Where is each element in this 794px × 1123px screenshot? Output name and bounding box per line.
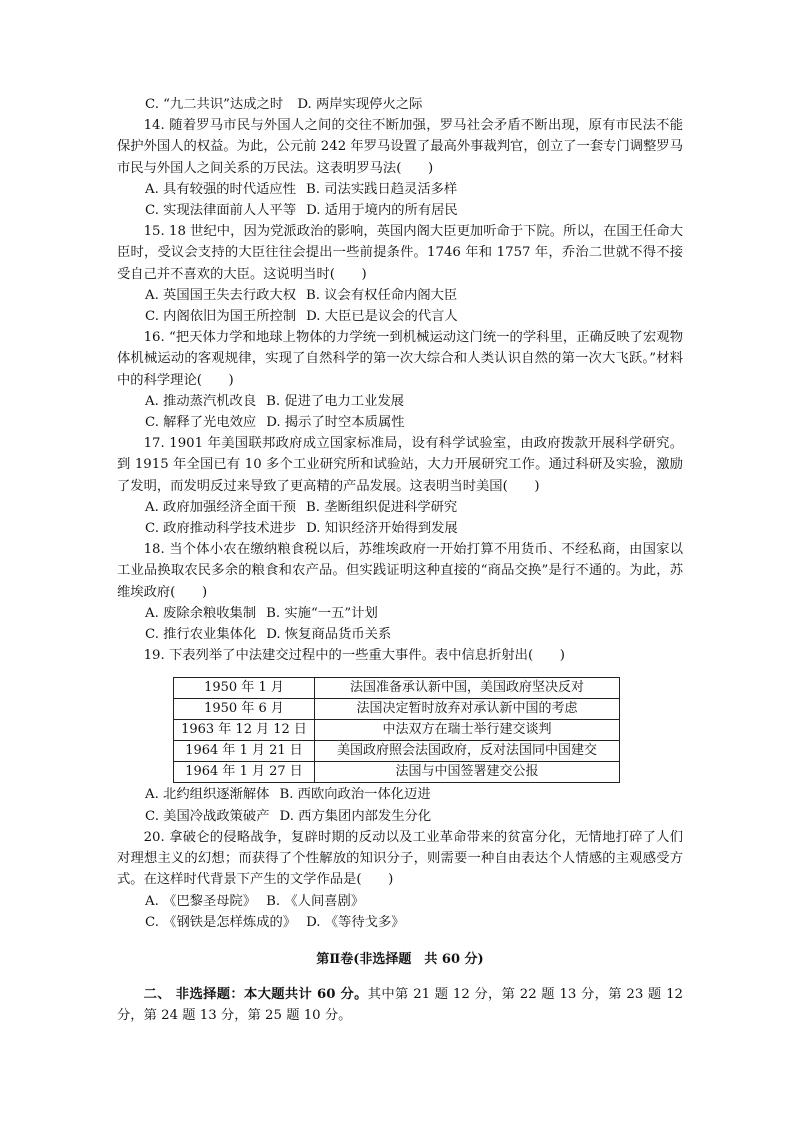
option-b: B. 司法实践日趋灵活多样 <box>306 181 458 197</box>
table-cell-event: 法国决定暂时放弃对承认新中国的考虑 <box>315 699 620 720</box>
events-table <box>173 677 620 783</box>
table-row <box>174 678 620 699</box>
option-a: A. 英国国王失去行政大权 <box>145 287 297 303</box>
table-cell-date: 1964 年 1 月 27 日 <box>174 762 315 783</box>
question-16 <box>117 327 683 433</box>
table-cell-event: 法国与中国签署建交公报 <box>315 762 620 783</box>
option-row <box>117 179 683 200</box>
option-d: D. 《等待戈多》 <box>306 914 405 930</box>
exam-page <box>117 94 683 1027</box>
option-a: A. 《巴黎圣母院》 <box>145 893 257 909</box>
question-20 <box>117 827 683 933</box>
table-row <box>174 741 620 762</box>
option-a: A. 政府加强经济全面干预 <box>145 499 297 515</box>
question-stem: 18. 当个体小农在缴纳粮食税以后，苏维埃政府一开始打算不用货币、不经私商，由国家以工业品换取农民多余的粮食和农产品。但实践证明这种直接的“商品交换”是行不通的。为此，苏维埃政府( ) <box>117 542 683 600</box>
question-stem: 16. “把天体力学和地球上物体的力学统一到机械运动这门统一的学科里，正确反映了宏观物体机械运动的客观规律，实现了自然科学的第一次大综合和人类认识自然的第一次大飞跃。”材料中的科学理论( ) <box>117 330 683 388</box>
option-a: A. 具有较强的时代适应性 <box>145 181 297 197</box>
table-cell-date: 1963 年 12 月 12 日 <box>174 720 315 741</box>
option-d: D. 西方集团内部发生分化 <box>279 808 432 824</box>
option-c: C. 推行农业集体化 <box>145 627 257 643</box>
option-a: A. 推动蒸汽机改良 <box>145 393 257 409</box>
option-row <box>117 806 683 827</box>
table-cell-date: 1950 年 1 月 <box>174 678 315 699</box>
question-stem: 19. 下表列举了中法建交过程中的一些重大事件。表中信息折射出( ) <box>143 648 565 664</box>
option-b: B. 垄断组织促进科学研究 <box>306 499 458 515</box>
table-row <box>174 762 620 783</box>
option-row <box>117 497 683 518</box>
option-row <box>117 412 683 433</box>
section-2-intro-bold: 二、 非选择题：本大题共计 60 分。 <box>143 987 368 1003</box>
section-2-intro-rest: 其中第 21 题 12 分，第 22 题 13 分，第 23 题 12 分，第 24 题 13 分，第 25 题 10 分。 <box>117 987 683 1024</box>
question-14 <box>117 115 683 221</box>
q13-option-c: C. “九二共识”达成之时 <box>145 97 284 112</box>
q13-options-cd <box>117 94 683 115</box>
option-row <box>117 603 683 624</box>
table-cell-event: 法国准备承认新中国，美国政府坚决反对 <box>315 678 620 699</box>
q13-option-d: D. 两岸实现停火之际 <box>297 97 423 112</box>
table-cell-event: 中法双方在瑞士举行建交谈判 <box>315 720 620 741</box>
section-2-intro <box>117 984 683 1026</box>
option-b: B. 西欧向政治一体化迈进 <box>279 787 431 803</box>
option-c: C. 解释了光电效应 <box>145 415 257 431</box>
option-b: B. 促进了电力工业发展 <box>266 393 405 409</box>
option-row <box>117 306 683 327</box>
option-row <box>117 624 683 645</box>
option-b: B. 《人间喜剧》 <box>266 893 365 909</box>
option-c: C. 内阁依旧为国王所控制 <box>145 309 297 325</box>
option-d: D. 恢复商品货币关系 <box>266 627 392 643</box>
table-row <box>174 720 620 741</box>
option-row <box>117 891 683 912</box>
option-a: A. 北约组织逐渐解体 <box>145 787 270 803</box>
option-b: B. 议会有权任命内阁大臣 <box>306 287 458 303</box>
question-18 <box>117 539 683 645</box>
question-stem: 20. 拿破仑的侵略战争，复辟时期的反动以及工业革命带来的贫富分化，无情地打碎了人们对理想主义的幻想；而获得了个性解放的知识分子，则需要一种自由表达个人情感的主观感受方式。在这样时代背景下产生的文学作品是( ) <box>117 829 683 888</box>
option-d: D. 适用于境内的所有居民 <box>306 203 458 219</box>
question-stem: 15. 18 世纪中，因为党派政治的影响，英国内阁大臣更加听命于下院。所以，在国王任命大臣时，受议会支持的大臣往往会提出一些前提条件。1746 年和 1757 年，乔治二世就不得不接受自己并不喜欢的大臣。这说明当时( ) <box>117 224 683 282</box>
question-stem: 14. 随着罗马市民与外国人之间的交往不断加强，罗马社会矛盾不断出现，原有市民法不能保护外国人的权益。为此，公元前 242 年罗马设置了最高外事裁判官，创立了一套专门调整罗马市民与外国人之间关系的万民法。这表明罗马法( ) <box>117 118 683 176</box>
question-17 <box>117 433 683 539</box>
table-cell-event: 美国政府照会法国政府，反对法国同中国建交 <box>315 741 620 762</box>
section-2-title: 第Ⅱ卷(非选择题 共 60 分) <box>316 951 484 967</box>
option-row <box>117 784 683 805</box>
option-row <box>117 518 683 539</box>
question-19 <box>117 645 683 827</box>
table-row <box>174 699 620 720</box>
table-cell-date: 1950 年 6 月 <box>174 699 315 720</box>
option-c: C. 实现法律面前人人平等 <box>145 203 297 219</box>
option-c: C. 政府推动科学技术进步 <box>145 521 297 537</box>
option-row <box>117 391 683 412</box>
table-cell-date: 1964 年 1 月 21 日 <box>174 741 315 762</box>
option-d: D. 大臣已是议会的代言人 <box>306 309 458 325</box>
option-row <box>117 912 683 933</box>
option-row <box>117 285 683 306</box>
option-c: C. 美国冷战政策破产 <box>145 808 270 824</box>
question-stem: 17. 1901 年美国联邦政府成立国家标准局，设有科学试验室，由政府拨款开展科学研究。到 1915 年全国已有 10 多个工业研究所和试验站，大力开展研究工作。通过科研及实验，激励了发明，而发明反过来导致了更高精的产品发展。这表明当时美国( ) <box>117 436 683 494</box>
question-15 <box>117 221 683 327</box>
option-d: D. 揭示了时空本质属性 <box>266 415 405 431</box>
option-a: A. 废除余粮收集制 <box>145 605 257 621</box>
option-c: C. 《钢铁是怎样炼成的》 <box>145 914 297 930</box>
option-d: D. 知识经济开始得到发展 <box>306 521 458 537</box>
option-row <box>117 200 683 221</box>
option-b: B. 实施“一五”计划 <box>266 605 378 621</box>
